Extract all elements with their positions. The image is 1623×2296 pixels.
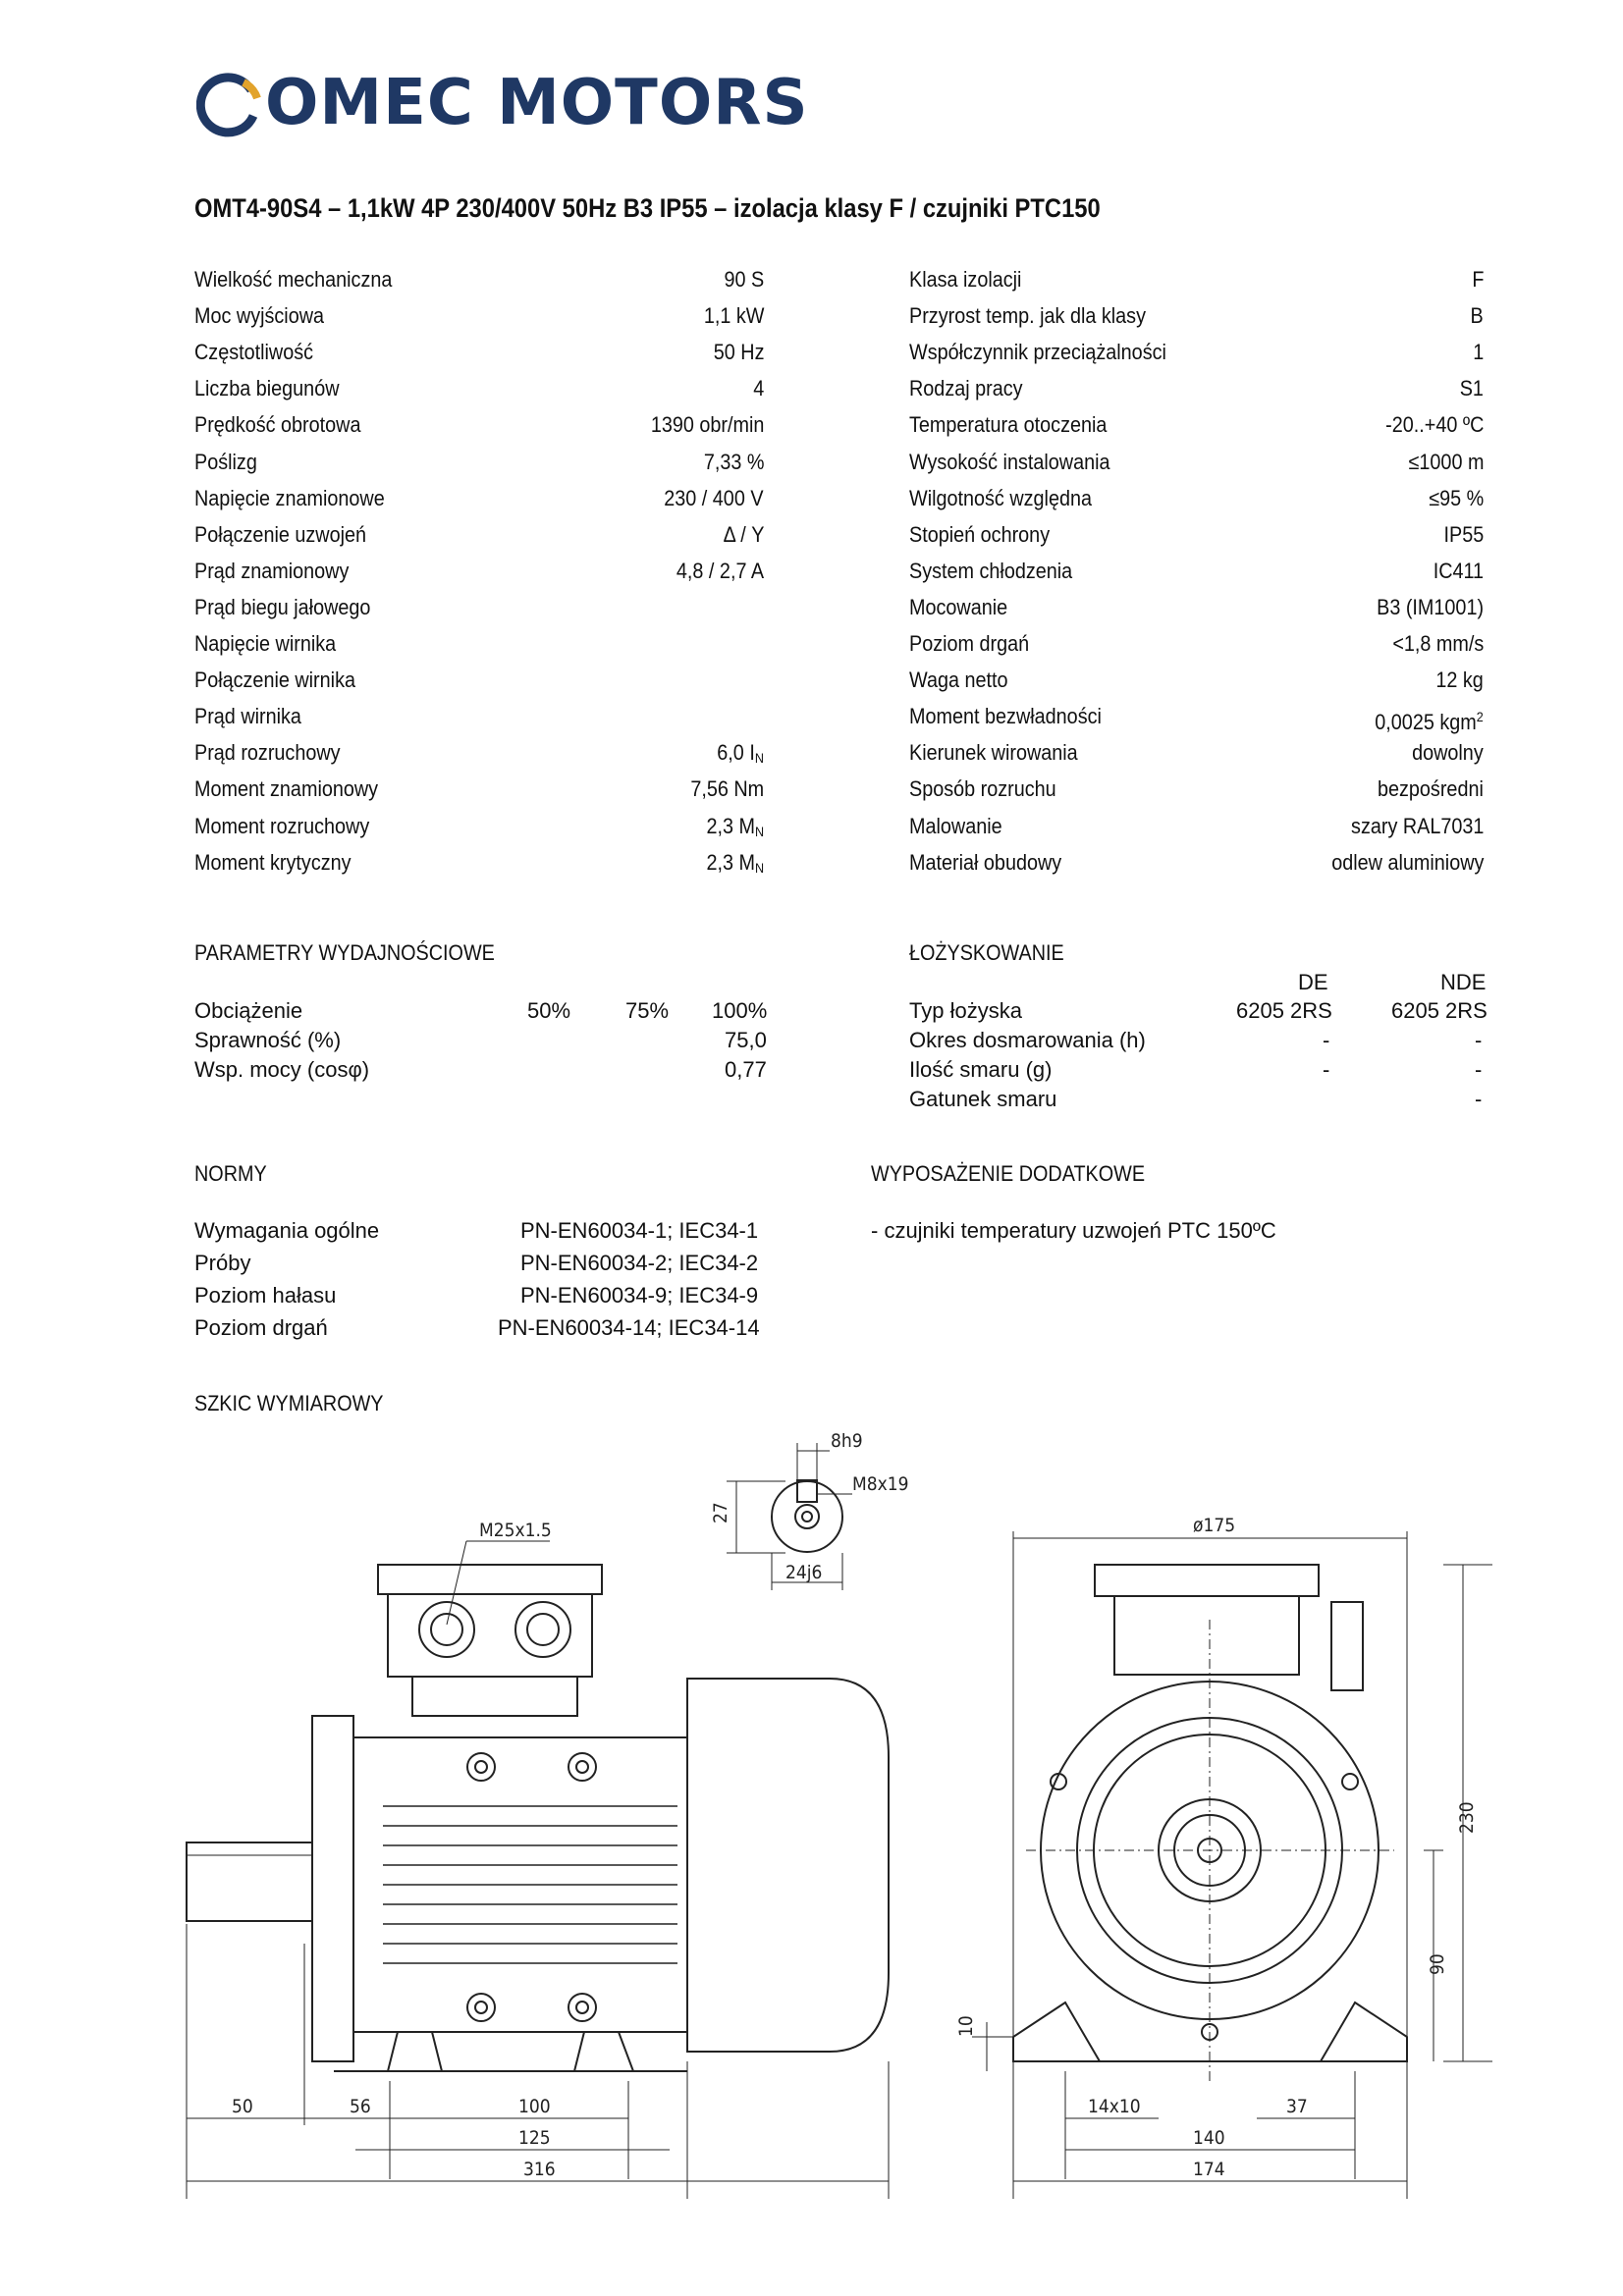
spec-left-label: Napięcie znamionowe	[194, 485, 385, 510]
power-factor-100: 0,77	[725, 1057, 767, 1082]
grease-type-nde: -	[1475, 1087, 1483, 1111]
product-title: OMT4-90S4 – 1,1kW 4P 230/400V 50Hz B3 IP55 – izolacja klasy F / czujniki PTC150	[194, 193, 1101, 223]
spec-left-value: 1,1 kW	[703, 303, 764, 329]
standard-value-1: PN-EN60034-1; IEC34-1	[520, 1218, 759, 1243]
standard-value-2: PN-EN60034-2; IEC34-2	[520, 1251, 759, 1275]
spec-right-label: Przyrost temp. jak dla klasy	[909, 303, 1146, 329]
specs-right-table	[909, 265, 1484, 875]
spec-right-value: F	[1471, 267, 1484, 292]
grease-type-label: Gatunek smaru	[909, 1087, 1057, 1111]
equipment-heading: WYPOSAŻENIE DODATKOWE	[871, 1161, 1146, 1186]
load-label: Obciążenie	[194, 998, 303, 1023]
spec-right-row	[909, 338, 1484, 367]
spec-right-value: dowolny	[1412, 740, 1484, 766]
spec-right-label: Rodzaj pracy	[909, 376, 1023, 401]
spec-left-label: Napięcie wirnika	[194, 631, 337, 656]
spec-left-label: Prąd rozruchowy	[194, 740, 341, 766]
spec-right-value: ≤1000 m	[1408, 449, 1484, 474]
spec-right-row	[909, 410, 1484, 440]
spec-left-row	[194, 593, 764, 622]
grease-amount-nde: -	[1475, 1057, 1483, 1082]
spec-left-row	[194, 629, 764, 659]
spec-left-row	[194, 702, 764, 731]
spec-right-row	[909, 484, 1484, 513]
spec-left-value: 4,8 / 2,7 A	[676, 558, 764, 583]
spec-left-label: Moment krytyczny	[194, 849, 352, 875]
load-col-75: 75%	[625, 998, 670, 1023]
dim-125: 125	[518, 2127, 551, 2149]
spec-left-label: Wielkość mechaniczna	[194, 267, 393, 292]
spec-left-label: Liczba biegunów	[194, 376, 340, 401]
bearings-heading: ŁOŻYSKOWANIE	[909, 940, 1064, 965]
spec-left-row	[194, 774, 764, 804]
load-col-100: 100%	[712, 998, 768, 1023]
spec-left-label: Prąd znamionowy	[194, 558, 350, 583]
spec-left-label: Połączenie uzwojeń	[194, 521, 367, 547]
spec-left-value: 7,56 Nm	[690, 776, 764, 802]
spec-left-value: 6,0 $I_N$	[717, 740, 764, 767]
spec-left-row	[194, 484, 764, 513]
standard-label-2: Próby	[194, 1251, 251, 1275]
motor-front-view	[955, 1515, 1492, 2199]
spec-left-row	[194, 848, 764, 878]
spec-right-label: Poziom drgań	[909, 631, 1030, 656]
spec-right-value: 0,0025 kgm$^2$	[1375, 709, 1484, 735]
spec-right-value: IC411	[1433, 558, 1484, 583]
spec-right-label: Moment bezwładności	[909, 704, 1102, 729]
standard-label-3: Poziom hałasu	[194, 1283, 337, 1308]
spec-right-row	[909, 520, 1484, 550]
spec-left-row	[194, 265, 764, 294]
spec-left-value: 2,3 $M_N$	[706, 849, 764, 876]
spec-right-label: Temperatura otoczenia	[909, 412, 1108, 438]
spec-right-value: odlew aluminiowy	[1330, 849, 1484, 875]
dim-gland: M25x1.5	[479, 1520, 552, 1541]
bearings-col-de: DE	[1298, 970, 1328, 994]
spec-right-row	[909, 301, 1484, 331]
performance-heading: PARAMETRY WYDAJNOŚCIOWE	[194, 940, 495, 965]
spec-right-value: -20..+40 ºC	[1384, 412, 1484, 438]
spec-right-label: Wilgotność względna	[909, 485, 1093, 510]
spec-right-label: Współczynnik przeciążalności	[909, 340, 1166, 365]
spec-right-value: 12 kg	[1435, 667, 1484, 693]
brand-logo	[196, 59, 809, 147]
grease-amount-label: Ilość smaru (g)	[909, 1057, 1053, 1082]
dim-shaft-len: 50	[232, 2096, 253, 2117]
spec-right-row	[909, 774, 1484, 804]
spec-left-value: 2,3 $M_N$	[706, 813, 764, 839]
relube-nde: -	[1475, 1028, 1483, 1052]
drawing-heading: SZKIC WYMIAROWY	[194, 1391, 384, 1415]
standard-value-4: PN-EN60034-14; IEC34-14	[498, 1315, 760, 1340]
standard-label-4: Poziom drgań	[194, 1315, 328, 1340]
dim-90: 90	[1427, 1953, 1448, 1975]
efficiency-100: 75,0	[725, 1028, 767, 1052]
dim-keyway: 8h9	[831, 1430, 863, 1452]
bearing-type-label: Typ łożyska	[909, 998, 1022, 1023]
brand-name: OMEC MOTORS	[265, 67, 809, 139]
spec-right-value: S1	[1459, 376, 1484, 401]
spec-right-row	[909, 738, 1484, 768]
dim-thread: M8x19	[852, 1473, 909, 1495]
spec-right-label: System chłodzenia	[909, 558, 1073, 583]
spec-right-row	[909, 812, 1484, 841]
spec-left-value: 230 / 400 V	[664, 485, 764, 510]
spec-right-label: Materiał obudowy	[909, 849, 1062, 875]
dim-holes: 14x10	[1088, 2096, 1141, 2117]
bearings-col-nde: NDE	[1440, 970, 1487, 994]
efficiency-label: Sprawność (%)	[194, 1028, 342, 1052]
spec-right-row	[909, 593, 1484, 622]
spec-right-row	[909, 848, 1484, 878]
spec-right-value: szary RAL7031	[1350, 813, 1484, 838]
spec-left-row	[194, 410, 764, 440]
spec-left-row	[194, 448, 764, 477]
spec-right-value: <1,8 mm/s	[1392, 631, 1484, 656]
spec-left-row	[194, 557, 764, 586]
spec-left-label: Połączenie wirnika	[194, 667, 355, 693]
spec-left-value: 7,33 %	[703, 449, 764, 474]
standard-label-1: Wymagania ogólne	[194, 1218, 380, 1243]
spec-right-label: Mocowanie	[909, 594, 1008, 619]
specs-left-table	[194, 265, 764, 876]
spec-right-label: Kierunek wirowania	[909, 740, 1078, 766]
spec-left-value: 50 Hz	[713, 340, 764, 365]
spec-left-label: Częstotliwość	[194, 340, 314, 365]
grease-amount-de: -	[1323, 1057, 1330, 1082]
spec-right-row	[909, 265, 1484, 294]
dim-316: 316	[523, 2159, 556, 2180]
equipment-item-1: - czujniki temperatury uzwojeń PTC 150ºC	[871, 1218, 1276, 1243]
spec-left-label: Moment znamionowy	[194, 776, 379, 802]
dimension-drawing	[0, 1414, 1623, 2218]
spec-right-value: B	[1470, 303, 1484, 329]
spec-left-row	[194, 666, 764, 695]
spec-left-row	[194, 301, 764, 331]
dim-100: 100	[518, 2096, 551, 2117]
dim-10: 10	[955, 2015, 977, 2037]
spec-right-value: IP55	[1443, 521, 1484, 547]
spec-left-row	[194, 812, 764, 841]
spec-left-row	[194, 738, 764, 768]
spec-right-value: B3 (IM1001)	[1377, 594, 1484, 619]
spec-right-value: bezpośredni	[1378, 776, 1484, 802]
spec-left-value: 90 S	[724, 267, 764, 292]
spec-right-row	[909, 557, 1484, 586]
relube-label: Okres dosmarowania (h)	[909, 1028, 1146, 1052]
load-col-50: 50%	[527, 998, 571, 1023]
spec-left-value: 4	[752, 376, 764, 401]
spec-right-row	[909, 702, 1484, 735]
dim-shaft-dia: 24j6	[785, 1562, 823, 1583]
spec-right-label: Wysokość instalowania	[909, 449, 1110, 474]
spec-right-label: Klasa izolacji	[909, 267, 1022, 292]
spec-right-label: Stopień ochrony	[909, 521, 1051, 547]
spec-right-value: ≤95 %	[1429, 485, 1484, 510]
spec-right-label: Waga netto	[909, 667, 1008, 693]
spec-right-label: Sposób rozruchu	[909, 776, 1056, 802]
spec-right-row	[909, 448, 1484, 477]
bearing-type-nde: 6205 2RS	[1391, 998, 1488, 1023]
dim-key-height: 27	[710, 1502, 731, 1523]
spec-left-row	[194, 520, 764, 550]
motor-side-view	[187, 1520, 889, 2199]
spec-right-row	[909, 629, 1484, 659]
dim-56: 56	[350, 2096, 371, 2117]
spec-left-label: Moment rozruchowy	[194, 813, 370, 838]
standard-value-3: PN-EN60034-9; IEC34-9	[520, 1283, 759, 1308]
spec-left-label: Prąd biegu jałowego	[194, 594, 371, 619]
shaft-end-detail	[710, 1430, 908, 1590]
spec-right-row	[909, 374, 1484, 403]
power-factor-label: Wsp. mocy (cosφ)	[194, 1057, 370, 1082]
dim-174: 174	[1193, 2159, 1225, 2180]
spec-left-label: Poślizg	[194, 449, 257, 474]
relube-de: -	[1323, 1028, 1330, 1052]
dim-37: 37	[1286, 2096, 1308, 2117]
spec-left-label: Prąd wirnika	[194, 704, 301, 729]
spec-right-value: 1	[1472, 340, 1484, 365]
spec-left-label: Prędkość obrotowa	[194, 412, 361, 438]
bearing-type-de: 6205 2RS	[1236, 998, 1332, 1023]
spec-right-label: Malowanie	[909, 813, 1002, 838]
dim-140: 140	[1193, 2127, 1225, 2149]
spec-left-row	[194, 338, 764, 367]
dim-dia175: ø175	[1193, 1515, 1236, 1536]
spec-right-row	[909, 666, 1484, 695]
dim-230: 230	[1456, 1801, 1478, 1834]
spec-left-row	[194, 374, 764, 403]
spec-left-value: 1390 obr/min	[650, 412, 764, 438]
spec-left-value: Δ / Y	[723, 521, 764, 547]
standards-heading: NORMY	[194, 1161, 267, 1186]
spec-left-label: Moc wyjściowa	[194, 303, 325, 329]
omec-logo-icon	[196, 69, 265, 137]
